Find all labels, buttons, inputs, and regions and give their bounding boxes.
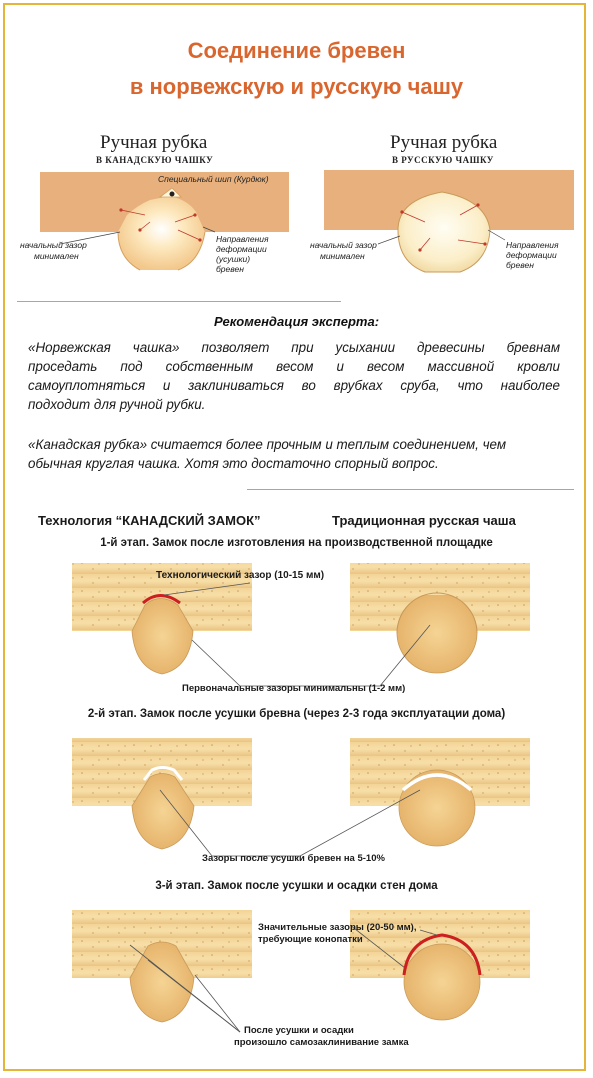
expert-para1-line1: «Норвежская чашка» позволяет при усыхании древесины бревнам (28, 340, 560, 355)
right-direction-label-2: деформации (506, 250, 557, 260)
left-gap-label-2: минимален (34, 251, 79, 261)
stage3-bottom-label-1: После усушки и осадки (244, 1025, 354, 1036)
stage1-tech-gap-label: Технологический зазор (10-15 мм) (156, 570, 325, 581)
right-diagram-heading: Ручная рубка (390, 132, 498, 153)
expert-para2-line2: обычная круглая чашка. Хотя это достаточно спорный вопрос. (28, 456, 439, 471)
expert-para1-line3: самоуплотняться и заклиниваться во врубках сруба, что наиболее (28, 378, 560, 393)
right-diagram-subheading: В РУССКУЮ ЧАШКУ (392, 155, 494, 165)
label-special-spike: Специальный шип (Курдюк) (158, 174, 269, 184)
stage2-gap-label: Зазоры после усушки бревен на 5-10% (202, 853, 385, 864)
stage2-title: 2-й этап. Замок после усушки бревна (через 2-3 года эксплуатации дома) (87, 708, 506, 720)
stage3-right-label-2: требующие конопатки (258, 934, 363, 945)
right-direction-label-1: Направления (506, 240, 559, 250)
left-gap-label-1: начальный зазор (20, 240, 87, 250)
left-diagram-heading: Ручная рубка (100, 132, 208, 153)
stage3-canadian (72, 910, 252, 1022)
left-direction-label-1: Направления (216, 234, 269, 244)
expert-para1-line4: подходит для ручной рубки. (28, 397, 206, 412)
left-direction-label-4: бревен (216, 264, 244, 274)
stage3-bottom-label-2: произошло самозаклинивание замка (234, 1037, 409, 1048)
left-direction-label-2: деформации (216, 244, 267, 254)
stage1-title: 1-й этап. Замок после изготовления на производственной площадке (100, 537, 493, 549)
page-title-line2: в норвежскую и русскую чашу (129, 74, 464, 99)
divider-top (17, 301, 341, 302)
expert-title: Рекомендация эксперта: (213, 314, 380, 329)
left-diagram-subheading: В КАНАДСКУЮ ЧАШКУ (96, 155, 214, 165)
stage1-initial-gap-label: Первоначальные зазоры минимальны (1-2 мм) (182, 683, 406, 694)
right-gap-label-2: минимален (320, 251, 365, 261)
right-direction-label-3: бревен (506, 260, 534, 270)
header-canadian-lock: Технология “КАНАДСКИЙ ЗАМОК” (38, 513, 261, 528)
stage1-russian (350, 563, 530, 673)
right-gap-label-1: начальный зазор (310, 240, 377, 250)
expert-para2-line1: «Канадская рубка» считается более прочным и теплым соединением, чем (28, 437, 507, 452)
left-direction-label-3: (усушки) (216, 254, 251, 264)
stage2-russian (350, 738, 530, 846)
page-title-line1: Соединение бревен (187, 38, 406, 63)
expert-para1-line2: проседать под собственным весом и весом массивной кровли (28, 359, 560, 374)
header-russian-bowl: Традиционная русская чаша (332, 513, 516, 528)
stage3-right-label-1: Значительные зазоры (20-50 мм), (258, 922, 417, 933)
stage2-canadian (72, 738, 252, 849)
stage3-title: 3-й этап. Замок после усушки и осадки стен дома (155, 880, 438, 892)
divider-bottom (247, 489, 574, 490)
